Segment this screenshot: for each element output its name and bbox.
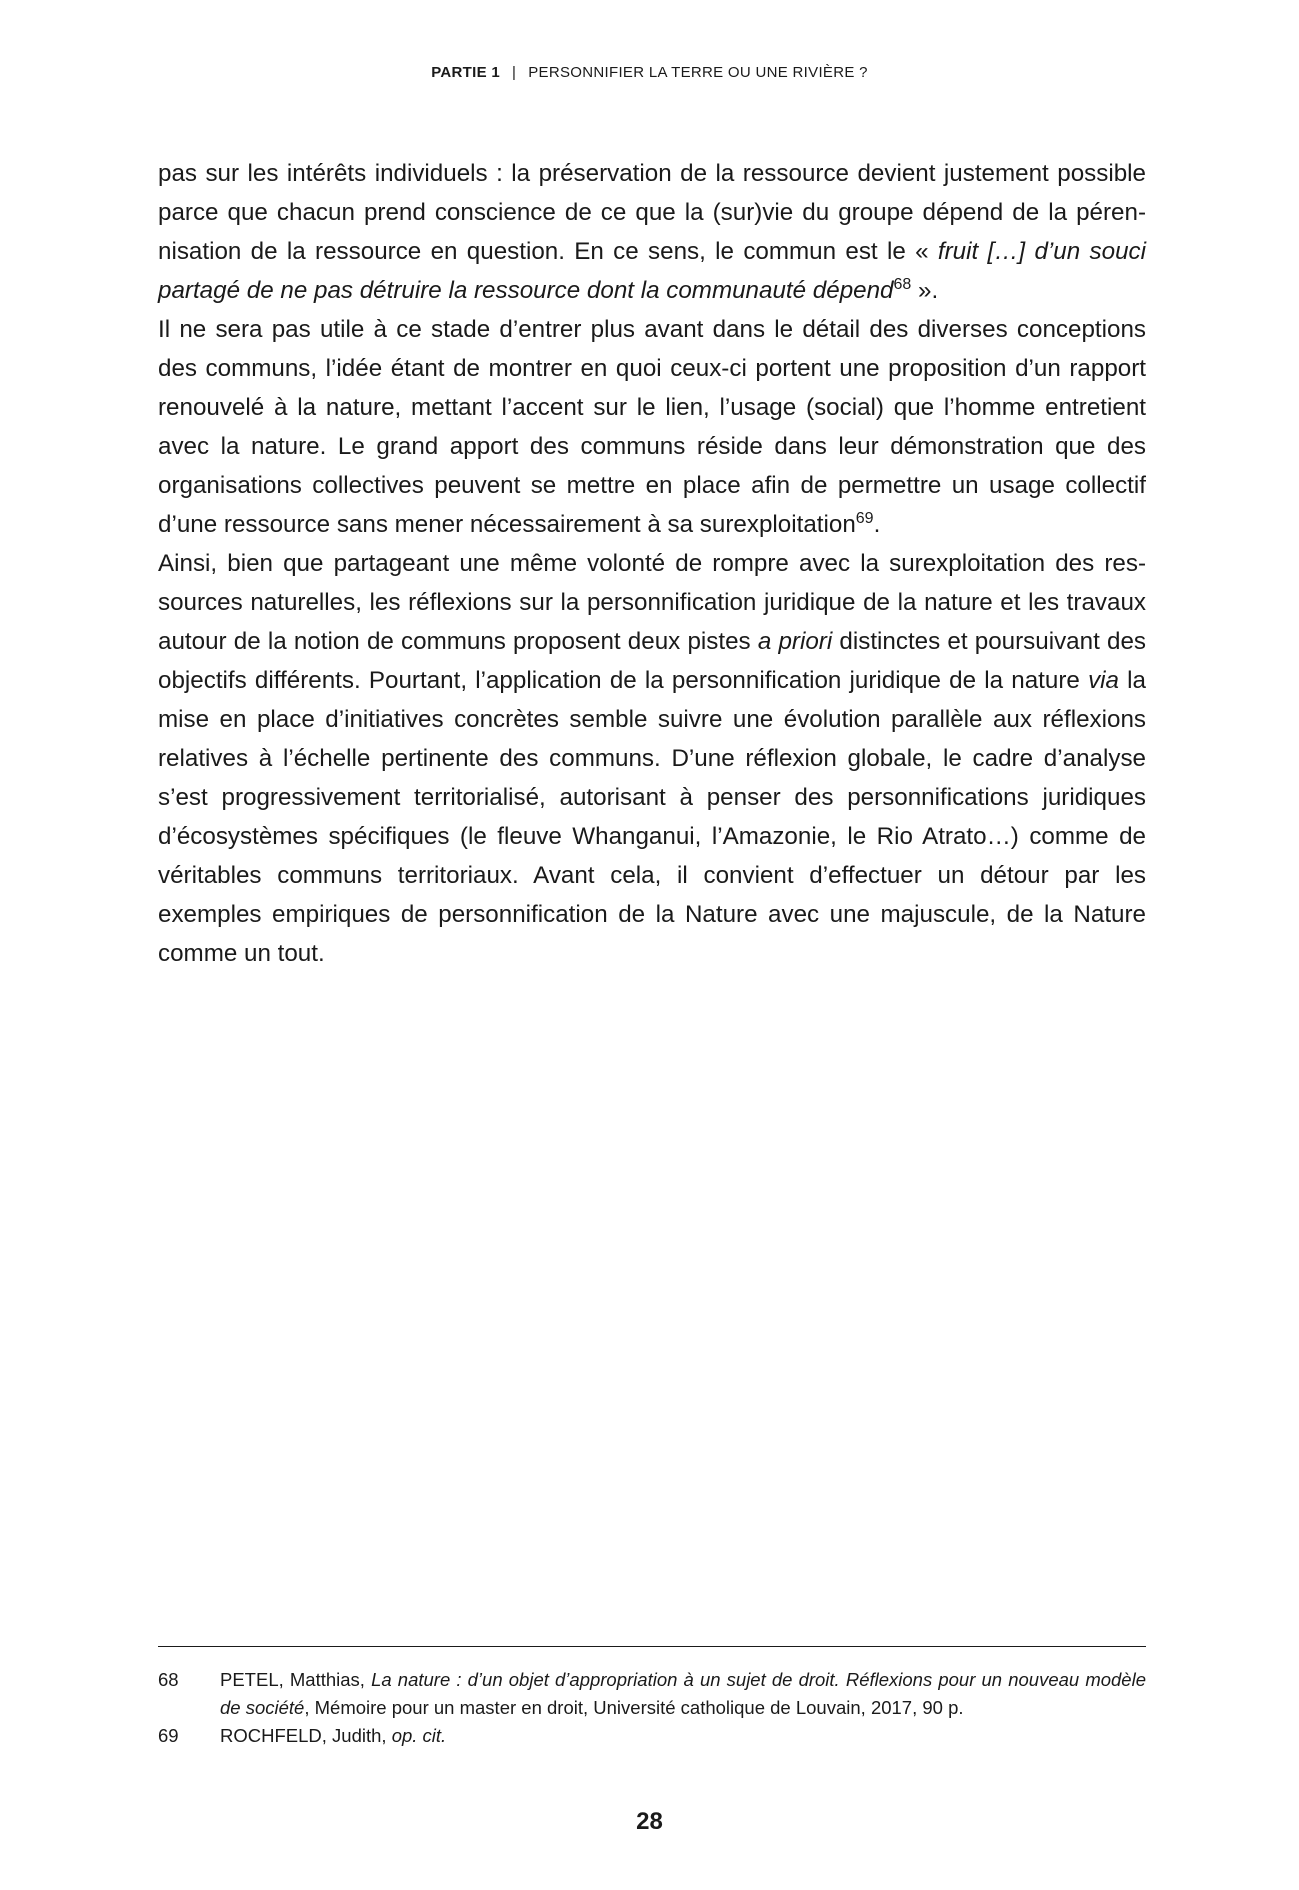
- paragraph-2-text: Il ne sera pas utile à ce stade d’entrer plus avant dans le détail des diverses conceptions des communs, l’idée étant de montrer en quoi ceux-ci portent une proposition d’un rapport renouvelé à la nature, mettant l’accent sur le lien, l’usage (social) que l’homme entretient avec la nature. Le grand apport des communs réside dans leur démonstration que des organisations collectives peuvent se mettre en place afin de permettre un usage collectif d’une ressource sans mener nécessairement à sa surexploitation: [158, 316, 1146, 538]
- emphasis-via: via: [1088, 667, 1119, 694]
- footnote-69: [158, 1722, 1146, 1750]
- footnote-title: La nature : d’un objet d’appropriation à un sujet de droit. Réflexions pour un nouveau modèle de société: [220, 1669, 1146, 1718]
- footnote-title: op. cit.: [391, 1725, 447, 1746]
- footnote-text: [220, 1722, 1146, 1750]
- page-number: 28: [636, 1808, 663, 1835]
- emphasis-a-priori: a priori: [757, 628, 833, 655]
- footnote-author: ROCHFELD, Judith,: [220, 1725, 392, 1746]
- body-text: [158, 154, 1146, 973]
- paragraph-1-text: pas sur les intérêts individuels : la préservation de la ressource devient justement possible parce que chacun prend conscience de ce que la (sur)vie du groupe dépend de la pérennisation de la ressource en question. En ce sens, le commun est le «: [158, 160, 1146, 265]
- paragraph-1: [158, 154, 1146, 310]
- footnote-author: PETEL, Matthias,: [220, 1669, 372, 1690]
- footnote-text: [220, 1666, 1146, 1722]
- header-part-label: PARTIE 1: [431, 64, 501, 81]
- paragraph-3-text-a: Ainsi, bien que partageant une même volonté de rompre avec la surexploitation des ressources naturelles, les réflexions sur la personnification juridique de la nature et les travaux autour de la notion de communs proposent deux pistes: [158, 550, 1146, 655]
- paragraph-2-end: .: [873, 511, 881, 538]
- footnote-number: 68: [158, 1669, 179, 1690]
- footnote-divider: [158, 1646, 1146, 1647]
- running-header: [0, 64, 1299, 81]
- footnote-details: , Mémoire pour un master en droit, Université catholique de Louvain, 2017, 90 p.: [304, 1697, 964, 1718]
- paragraph-1-end: ».: [911, 277, 939, 304]
- paragraph-2: [158, 310, 1146, 544]
- footnotes: [158, 1666, 1146, 1750]
- paragraph-3-text-c: la mise en place d’initiatives concrètes semble suivre une évolution parallèle aux réflexions relatives à l’échelle pertinente des communs. D’une réflexion globale, le cadre d’analyse s’est progressivement territorialisé, autorisant à penser des personnifications juridiques d’écosystèmes spécifiques (le fleuve Whanganui, l’Amazonie, le Rio Atrato…) comme de véritables communs territoriaux. Avant cela, il convient d’effectuer un détour par les exemples empiriques de personnification de la Nature avec une majuscule, de la Nature comme un tout.: [158, 667, 1147, 967]
- footnote-ref-69[interactable]: 69: [855, 509, 874, 527]
- header-separator: |: [512, 64, 517, 81]
- paragraph-3-text-b: distinctes et poursuivant des objectifs différents. Pourtant, l’application de la personnification juridique de la nature: [158, 628, 1146, 694]
- footnote-ref-68[interactable]: 68: [893, 275, 912, 293]
- footnote-number: 69: [158, 1725, 179, 1746]
- footnote-68: [158, 1666, 1146, 1722]
- paragraph-3: [158, 544, 1146, 973]
- header-chapter-title: PERSONNIFIER LA TERRE OU UNE RIVIÈRE ?: [528, 64, 868, 81]
- quoted-text: fruit […] d’un souci partagé de ne pas détruire la ressource dont la communauté dépend: [158, 238, 1146, 304]
